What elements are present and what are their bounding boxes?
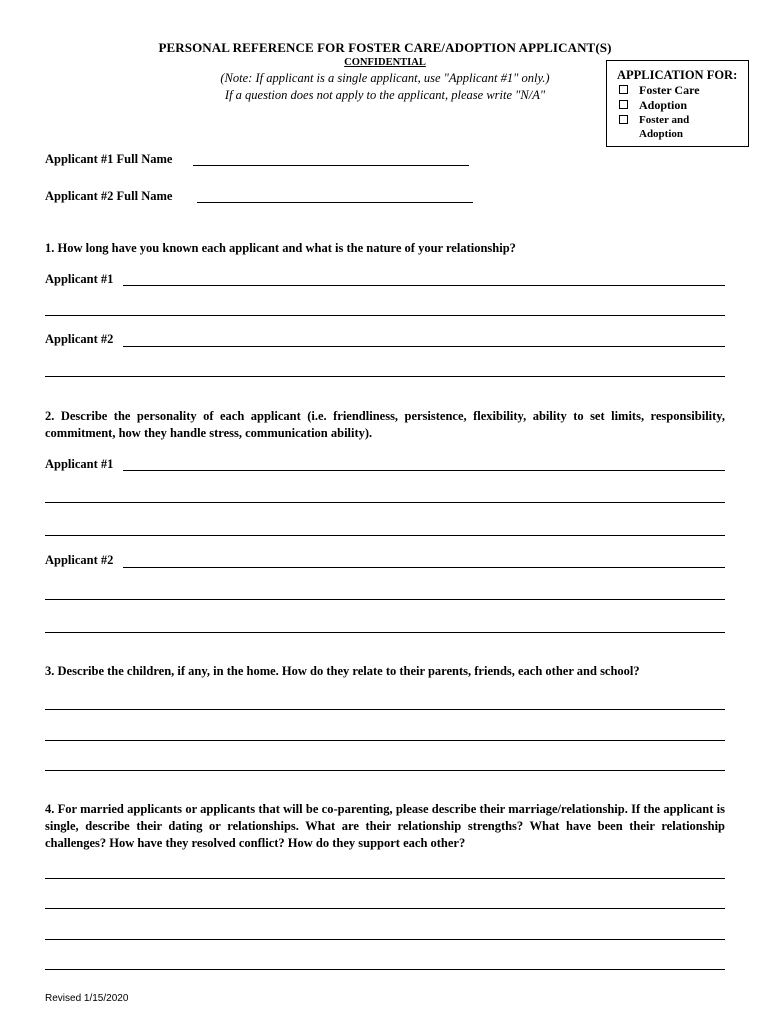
option-foster-and-adoption[interactable]: Foster and Adoption — [639, 113, 689, 141]
option-adoption[interactable]: Adoption — [639, 98, 687, 112]
option-foster-care[interactable]: Foster Care — [639, 83, 700, 97]
q1-applicant2-line-1[interactable] — [123, 346, 725, 347]
question-4: 4. For married applicants or applicants that will be co-parenting, please describe their marriage/relationship. If the applicant is single, describe their dating or relationships. What are their relationship strengths? What have been their relationship challenges? How have they resolved conflict? How do they support each other? — [45, 802, 725, 850]
q4-line-3[interactable] — [45, 939, 725, 940]
q1-applicant1-line-1[interactable] — [123, 285, 725, 286]
applicant2-name-label: Applicant #2 Full Name — [45, 189, 173, 203]
note-line-2: If a question does not apply to the applicant, please write "N/A" — [224, 88, 546, 102]
note-line-1: (Note: If applicant is a single applicant, use "Applicant #1" only.) — [220, 71, 550, 85]
instruction-note — [160, 70, 610, 104]
q3-line-2[interactable] — [45, 740, 725, 741]
q4-line-1[interactable] — [45, 878, 725, 879]
q2-applicant2-line-1[interactable] — [123, 567, 725, 568]
q1-applicant2-line-2[interactable] — [45, 376, 725, 377]
checkbox-adoption[interactable] — [619, 100, 628, 109]
application-for-box — [606, 60, 749, 147]
q1-applicant1-line-2[interactable] — [45, 315, 725, 316]
q2-applicant2-label: Applicant #2 — [45, 553, 114, 567]
q3-line-1[interactable] — [45, 709, 725, 710]
q2-applicant1-line-2[interactable] — [45, 502, 725, 503]
revised-date: Revised 1/15/2020 — [45, 993, 129, 1004]
form-title: PERSONAL REFERENCE FOR FOSTER CARE/ADOPTION APPLICANT(S) — [158, 40, 612, 55]
applicant1-name-field[interactable] — [193, 165, 469, 166]
q2-applicant2-line-3[interactable] — [45, 632, 725, 633]
q4-line-4[interactable] — [45, 969, 725, 970]
question-3: 3. Describe the children, if any, in the home. How do they relate to their parents, friends, each other and school? — [45, 664, 640, 678]
confidential-label: CONFIDENTIAL — [344, 57, 426, 68]
q4-line-2[interactable] — [45, 908, 725, 909]
question-1: 1. How long have you known each applicant and what is the nature of your relationship? — [45, 241, 516, 255]
question-2: 2. Describe the personality of each applicant (i.e. friendliness, persistence, flexibility, ability to set limits, responsibility, commitment, how they handle stress, communication ability). — [45, 409, 725, 440]
q3-line-3[interactable] — [45, 770, 725, 771]
applicant2-name-field[interactable] — [197, 202, 473, 203]
q2-applicant2-line-2[interactable] — [45, 599, 725, 600]
q1-applicant1-label: Applicant #1 — [45, 272, 114, 286]
q2-applicant1-line-3[interactable] — [45, 535, 725, 536]
checkbox-foster-and-adoption[interactable] — [619, 115, 628, 124]
application-for-heading: APPLICATION FOR: — [617, 68, 738, 82]
q1-applicant2-label: Applicant #2 — [45, 332, 114, 346]
checkbox-foster-care[interactable] — [619, 85, 628, 94]
q2-applicant1-label: Applicant #1 — [45, 457, 114, 471]
applicant1-name-label: Applicant #1 Full Name — [45, 152, 173, 166]
q2-applicant1-line-1[interactable] — [123, 470, 725, 471]
